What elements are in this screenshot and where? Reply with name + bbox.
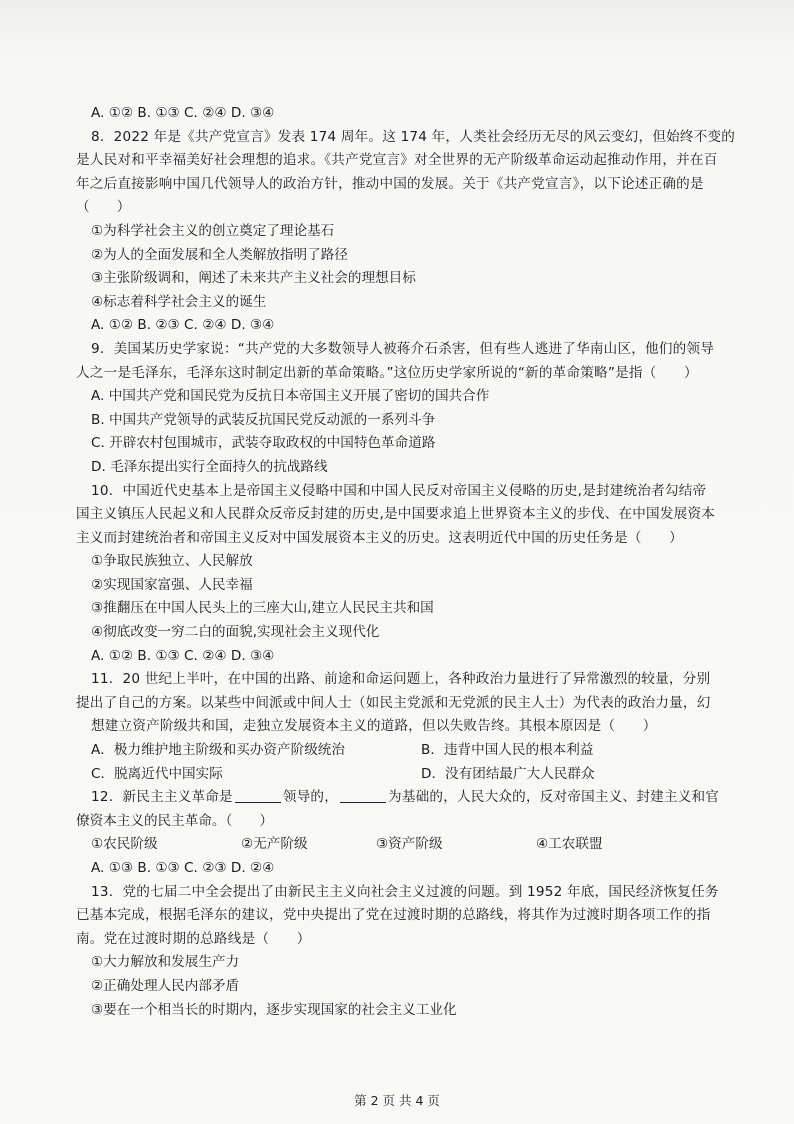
q13-line-1: 13．党的七届二中全会提出了由新民主主义向社会主义过渡的问题。到 1952 年底，国民经济恢复任务 (91, 883, 719, 900)
question-9 (76, 338, 776, 480)
q13-line-2: 已基本完成，根据毛泽东的建议，党中央提出了党在过渡时期的总路线，将其作为过渡时期各项工作的指 (76, 907, 711, 924)
q10-line-2: 国主义镇压人民起义和人民群众反帝反封建的历史,是中国要求追上世界资本主义的步伐、在中国发展资本 (76, 506, 716, 523)
q10-line-1: 10．中国近代史基本上是帝国主义侵略中国和中国人民反对帝国主义侵略的历史,是封建统治者勾结帝 (91, 482, 707, 499)
q12-line-1 (76, 786, 776, 810)
q8-line-3: 年之后直接影响中国几代领导人的政治方针，推动中国的发展。关于《共产党宣言》，以下论述正确的是 (76, 175, 704, 192)
page-footer: 第 2 页 共 4 页 (354, 1093, 440, 1108)
q8-line-2: 是人民对和平幸福美好社会理想的追求。《共产党宣言》对全世界的无产阶级革命运动起推动作用，并在百 (76, 152, 718, 169)
q9-choice-b: B. 中国共产党领导的武装反抗国民党反动派的一系列斗争 (91, 411, 436, 428)
page-content (76, 102, 776, 1022)
q12-part-2: 领导的， (282, 789, 339, 806)
q13-line-3: 南。党在过渡时期的总路线是（ ） (76, 930, 311, 947)
q12-blank-2 (340, 788, 386, 803)
question-8 (76, 126, 776, 338)
q10-item-1: ①争取民族独立、人民解放 (91, 553, 253, 570)
q10-options: A. ①② B. ①③ C. ②④ D. ③④ (91, 647, 275, 664)
question-12 (76, 786, 776, 880)
q9-line-2: 人之一是毛泽东，毛泽东这时制定出新的革命策略。”这位历史学家所说的“新的革命策略”是指（ ） (76, 364, 698, 381)
q11-choice-d: D．没有团结最广大人民群众 (421, 765, 595, 782)
question-10 (76, 480, 776, 669)
q13-item-3: ③要在一个相当长的时期内，逐步实现国家的社会主义工业化 (91, 1001, 457, 1018)
q12-options: A. ①③ B. ①③ C. ②③ D. ②④ (91, 860, 275, 876)
q10-item-3: ③推翻压在中国人民头上的三座大山,建立人民民主共和国 (91, 600, 434, 617)
question-11 (76, 668, 776, 786)
q12-item-3: ③资产阶级 (376, 836, 443, 853)
q9-choice-c: C. 开辟农村包围城市，武装夺取政权的中国特色革命道路 (91, 435, 436, 452)
q10-item-4: ④彻底改变一穷二白的面貌,实现社会主义现代化 (91, 624, 380, 641)
q9-line-1: 9．美国某历史学家说：“共产党的大多数领导人被蒋介石杀害，但有些人逃进了华南山区，他们的领导 (91, 340, 715, 357)
question-13 (76, 881, 776, 1023)
q12-item-4: ④工农联盟 (536, 836, 603, 853)
q8-options: A. ①② B. ②③ C. ②④ D. ③④ (91, 317, 275, 334)
q10-item-2: ②实现国家富强、人民幸福 (91, 576, 253, 593)
q11-line-3: 想建立资产阶级共和国，走独立发展资本主义的道路，但以失败告终。其根本原因是（ ） (91, 718, 657, 735)
q8-item-3: ③主张阶级调和，阐述了未来共产主义社会的理想目标 (91, 270, 416, 287)
q13-item-1: ①大力解放和发展生产力 (91, 954, 240, 971)
q8-item-1: ①为科学社会主义的创立奠定了理论基石 (91, 222, 335, 239)
q11-choice-a: A．极力维护地主阶级和买办资产阶级统治 (91, 742, 345, 759)
q8-item-4: ④标志着科学社会主义的诞生 (91, 293, 267, 310)
q11-choice-b: B．违背中国人民的根本利益 (421, 742, 594, 759)
q11-line-1: 11．20 世纪上半叶，在中国的出路、前途和命运问题上，各种政治力量进行了异常激烈的较量，分别 (91, 671, 711, 688)
q12-items (76, 833, 776, 857)
q11-line-2: 提出了自己的方案。以某些中间派或中间人士（如民主党派和无党派的民主人士）为代表的政治力量，幻 (76, 694, 711, 711)
q12-item-1: ①农民阶级 (91, 836, 158, 853)
q11-choice-c: C．脱离近代中国实际 (91, 765, 223, 782)
q9-choice-a: A. 中国共产党和国民党为反抗日本帝国主义开展了密切的国共合作 (91, 388, 490, 405)
q8-line-1: 8．2022 年是《共产党宣言》发表 174 周年。这 174 年，人类社会经历无尽的风云变幻，但始终不变的 (91, 128, 736, 145)
q11-choices (76, 739, 776, 786)
q9-choice-d: D. 毛泽东提出实行全面持久的抗战路线 (91, 458, 328, 475)
q8-line-4: （ ） (76, 199, 131, 216)
q7-options: A. ①② B. ①③ C. ②④ D. ③④ (91, 105, 275, 121)
q12-part-1: 12．新民主主义革命是 (91, 789, 233, 806)
q12-line-2: 僚资本主义的民主革命。（ ） (76, 812, 274, 829)
q8-item-2: ②为人的全面发展和全人类解放指明了路径 (91, 246, 348, 263)
q12-part-3: 为基础的，人民大众的，反对帝国主义、封建主义和官 (388, 789, 720, 806)
q13-item-2: ②正确处理人民内部矛盾 (91, 977, 240, 994)
q12-blank-1 (235, 788, 281, 803)
q12-item-2: ②无产阶级 (241, 836, 308, 853)
q10-line-3: 主义而封建统治者和帝国主义反对中国发展资本主义的历史。这表明近代中国的历史任务是（ ） (76, 529, 683, 546)
